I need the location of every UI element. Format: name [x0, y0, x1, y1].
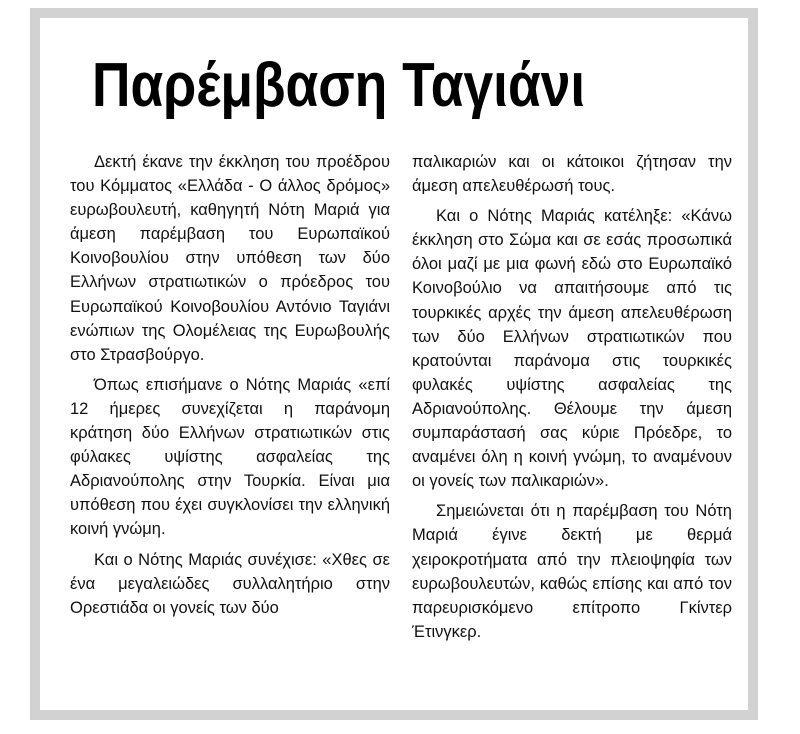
article-headline: Παρέμβαση Ταγιάνι	[92, 51, 586, 120]
article-paragraph: Όπως επισήμανε ο Νότης Μαριάς «επί 12 ήμερες συνεχίζεται η παράνομη κράτηση δύο Ελλήνων στρατιωτικών στις φύλακες υψίστης ασφαλείας της Αδριανούπολης στην Τουρκία. Είναι μια υπόθεση που έχει συγκλονίσει την ελληνική κοινή γνώμη.	[70, 375, 390, 539]
article-paragraph: παλικαριών και οι κάτοικοι ζήτησαν την άμεση απελευθέρωσή τους.	[412, 153, 732, 196]
article-paragraph: Σημειώνεται ότι η παρέμβαση του Νότη Μαριά έγινε δεκτή με θερμά χειροκροτήματα από την πλειοψηφία των ευρωβουλευτών, καθώς επίσης και από τον παρευρισκόμενο επίτροπο Γκίντερ Έτινγκερ.	[412, 502, 732, 641]
article-column-right	[412, 150, 732, 644]
article-column-left	[70, 150, 390, 620]
article-paragraph: Και ο Νότης Μαριάς συνέχισε: «Χθες σε ένα μεγαλειώδες συλλαλητήριο στην Ορεστιάδα οι γονείς των δύο	[70, 550, 390, 617]
article-paragraph: Και ο Νότης Μαριάς κατέληξε: «Κάνω έκκληση στο Σώμα και σε εσάς προσωπικά όλοι μαζί με μια φωνή εδώ στο Ευρωπαϊκό Κοινοβούλιο να απαιτήσουμε από τις τουρκικές αρχές την άμεση απελευθέρωση των δύο Ελλήνων στρατιωτικών που κρατούνται παράνομα στις τουρκικές φυλακές υψίστης ασφαλείας της Αδριανούπολης. Θέλουμε την άμεση συμπαράστασή σας κύριε Πρόεδρε, το αναμένει όλη η κοινή γνώμη, το αναμένουν οι γονείς των παλικαριών».	[412, 207, 732, 491]
article-paragraph: Δεκτή έκανε την έκκληση του προέδρου του Κόμματος «Ελλάδα - Ο άλλος δρόμος» ευρωβουλευτή, καθηγητή Νότη Μαριά για άμεση παρέμβαση του Ευρωπαϊκού Κοινοβουλίου στην υπόθεση των δύο Ελλήνων στρατιωτικών ο πρόεδρος του Ευρωπαϊκού Κοινοβουλίου Αντόνιο Ταγιάνι ενώπιων της Ολομέλειας της Ευρωβουλής στο Στρασβούργο.	[70, 153, 390, 364]
